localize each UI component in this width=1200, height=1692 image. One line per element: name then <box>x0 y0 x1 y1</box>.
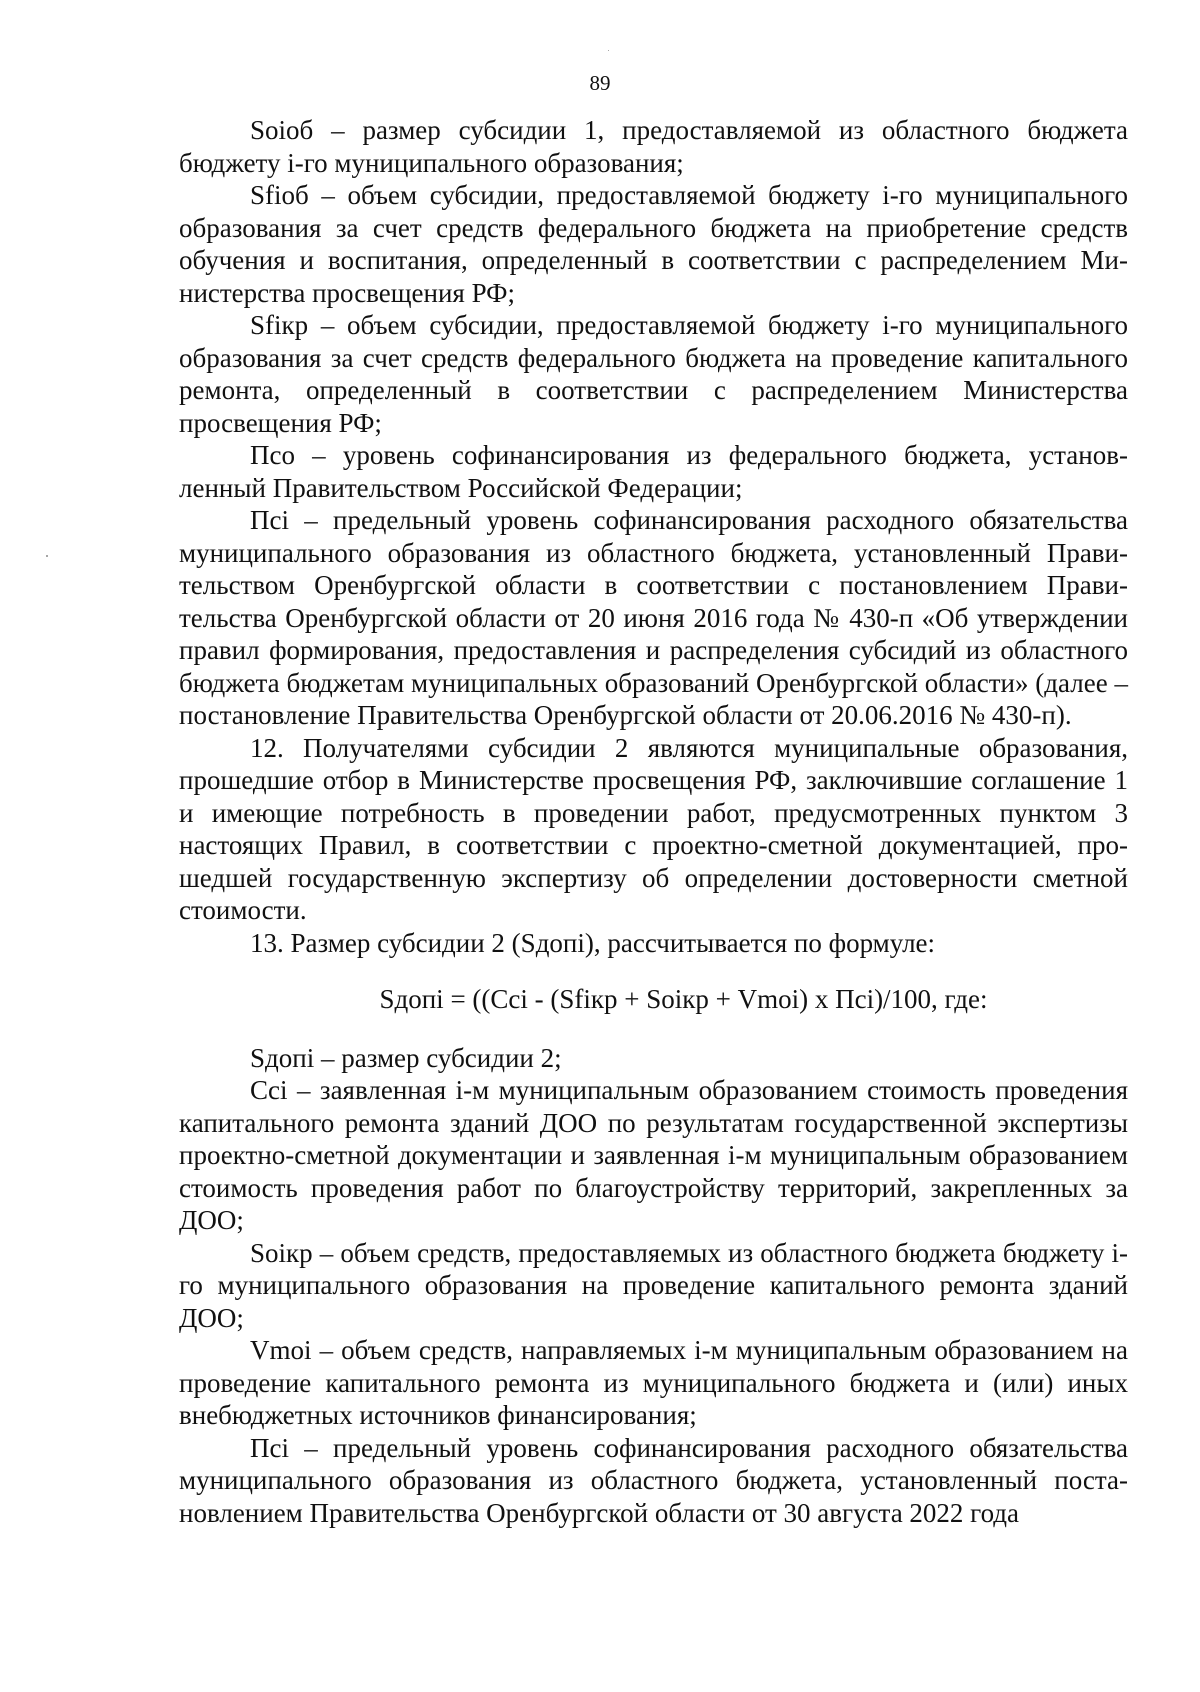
paragraph-sfikr-definition: Sfiкр – объем субсидии, предоставляемой бюджету i-го муниципального образования за счет средств федерального бюджета на проведение капитального ремонта, определенный в соответствии с распределением Министерства просвещения РФ; <box>179 310 1128 438</box>
paragraph-soikr-definition: Soiкр – объем средств, предоставляемых из областного бюджета бюджету i-го муниципального образования на проведение капитального ремонта зданий ДОО; <box>179 1237 1128 1333</box>
paragraph-psi-definition-2: Псi – предельный уровень софинансирования расходного обязательства муниципального образования из областного бюджета, установленный постановлением Правительства Оренбургской области от 30 августа 2022 года <box>179 1432 1128 1528</box>
formula-sdopi: Sдопi = ((Cci - (Sfiкр + Soiкр + Vmoi) x Псi)/100, где: <box>379 984 988 1014</box>
paragraph-pso-definition: Псо – уровень софинансирования из федерального бюджета, установленный Правительством Российской Федерации; <box>179 440 1128 503</box>
paragraph-psi-definition: Псi – предельный уровень софинансирования расходного обязательства муниципального образования из областного бюджета, установленный Правительством Оренбургской области в соответствии с постановлением Правительства Оренбургской области от 20 июня 2016 года № 430-п «Об утверждении правил формирования, предоставления и распределения субсидий из областного бюджета бюджетам муниципальных образований Оренбургской области» (далее – постановление Правительства Оренбургской области от 20.06.2016 № 430-п). <box>179 505 1128 730</box>
paragraph-vmoi-definition: Vmoi – объем средств, направляемых i-м муниципальным образованием на проведение капитального ремонта из муниципального бюджета и (или) иных внебюджетных источников финансирования; <box>179 1335 1128 1430</box>
paragraph-section-13: 13. Размер субсидии 2 (Sдопi), рассчитывается по формуле: <box>250 927 936 958</box>
paragraph-sdopi-definition: Sдопi – размер субсидии 2; <box>250 1042 562 1073</box>
paragraph-cci-definition: Cci – заявленная i-м муниципальным образованием стоимость проведения капитального ремонта зданий ДОО по результатам государственной экспертизы проектно-сметной документации и заявленная i-м муниципальным образованием стоимость проведения работ по благоустройству территорий, закрепленных за ДОО; <box>179 1075 1128 1235</box>
page-number: 89 <box>589 71 611 95</box>
scan-speck <box>608 50 609 51</box>
paragraph-section-12: 12. Получателями субсидии 2 являются муниципальные образования, прошедшие отбор в Министерстве просвещения РФ, заключившие соглашение 1 и имеющие потребность в проведении работ, предусмотренных пунктом 3 настоящих Правил, в соответствии с проектно-сметной документацией, прошедшей государственную экспертизу об определении достоверности сметной стоимости. <box>179 732 1128 925</box>
paragraph-soiob-definition: Soiоб – размер субсидии 1, предоставляемой из областного бюджета бюджету i-го муниципального образования; <box>179 115 1128 178</box>
scan-speck <box>46 555 48 557</box>
document-body <box>179 114 1128 1529</box>
paragraph-sfiob-definition: Sfiоб – объем субсидии, предоставляемой бюджету i-го муниципального образования за счет средств федерального бюджета на приобретение средств обучения и воспитания, определенный в соответствии с распределением Министерства просвещения РФ; <box>179 180 1128 308</box>
